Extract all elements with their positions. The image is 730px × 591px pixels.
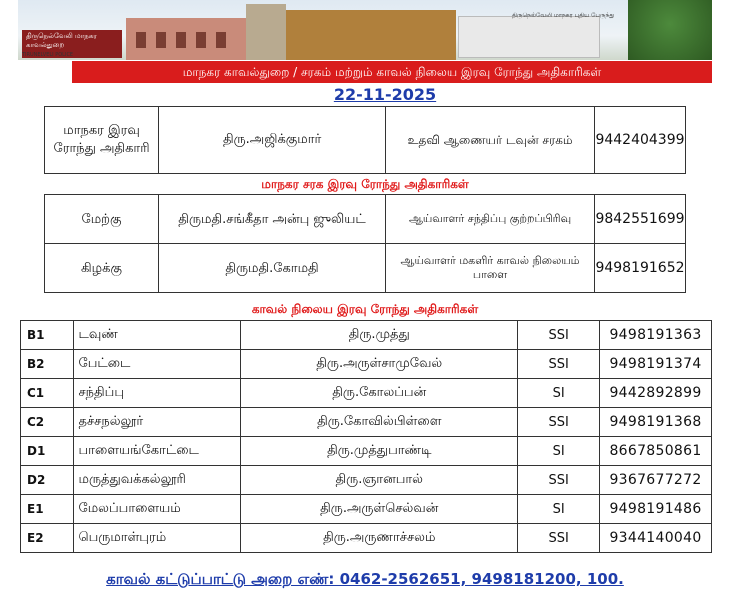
officer-name: திரு.அருள்செல்வன் xyxy=(241,495,518,524)
officer-name: திரு.முத்து xyxy=(241,321,518,350)
header-banner xyxy=(18,0,712,60)
officer-name: திரு.கோலப்பன் xyxy=(241,379,518,408)
station-row xyxy=(21,437,712,466)
range-row xyxy=(45,195,686,244)
zone-cell: கிழக்கு xyxy=(45,244,159,293)
logo-subtext: TIRUNELVELI POLICE xyxy=(22,52,74,58)
officer-rank: SSI xyxy=(518,408,600,437)
control-room-footer: காவல் கட்டுப்பாட்டு அறை எண்: 0462-2562651, 9498181200, 100. xyxy=(106,570,624,588)
bus-stand-image xyxy=(458,16,600,58)
role-cell: மாநகர இரவு ரோந்து அதிகாரி xyxy=(45,107,159,174)
station-row xyxy=(21,466,712,495)
station-row xyxy=(21,379,712,408)
station-row xyxy=(21,321,712,350)
station-area: பெருமாள்புரம் xyxy=(74,524,241,553)
logo-text: திருநெல்வேலி மாநகர காவல்துறை xyxy=(26,32,97,49)
officer-designation: உதவி ஆணையர் டவுன் சரகம் xyxy=(386,107,595,174)
officer-name: திருமதி.கோமதி xyxy=(158,244,385,293)
officer-phone: 9842551699 xyxy=(594,195,685,244)
station-officers-table xyxy=(20,320,712,553)
officer-phone: 9367677272 xyxy=(600,466,712,495)
station-code: E2 xyxy=(21,524,74,553)
officer-designation: ஆய்வாளர் சந்திப்பு குற்றப்பிரிவு xyxy=(386,195,595,244)
station-area: பேட்டை xyxy=(74,350,241,379)
range-row xyxy=(45,244,686,293)
officer-name: திரு.கோவில்பிள்ளை xyxy=(241,408,518,437)
header-title: மாநகர காவல்துறை / சரகம் மற்றும் காவல் நிலைய இரவு ரோந்து அதிகாரிகள் xyxy=(72,61,712,83)
station-area: மேலப்பாளையம் xyxy=(74,495,241,524)
station-code: D2 xyxy=(21,466,74,495)
officer-name: திரு.முத்துபாண்டி xyxy=(241,437,518,466)
officer-name: திருமதி.சங்கீதா அன்பு ஜுலியட் xyxy=(158,195,385,244)
officer-rank: SI xyxy=(518,495,600,524)
station-code: C1 xyxy=(21,379,74,408)
officer-phone: 9498191368 xyxy=(600,408,712,437)
station-section-title: காவல் நிலைய இரவு ரோந்து அதிகாரிகள் xyxy=(251,302,479,316)
tree-image xyxy=(628,0,712,60)
officer-designation: ஆய்வாளர் மகளிர் காவல் நிலையம் பாளை xyxy=(386,244,595,293)
officer-name: திரு.அருள்சாமுவேல் xyxy=(241,350,518,379)
officer-phone: 8667850861 xyxy=(600,437,712,466)
officer-phone: 9442892899 xyxy=(600,379,712,408)
officer-phone: 9344140040 xyxy=(600,524,712,553)
officer-name: திரு.அருணாச்சலம் xyxy=(241,524,518,553)
zone-cell: மேற்கு xyxy=(45,195,159,244)
station-code: C2 xyxy=(21,408,74,437)
range-section-title: மாநகர சரக இரவு ரோந்து அதிகாரிகள் xyxy=(261,177,469,191)
officer-phone: 9498191486 xyxy=(600,495,712,524)
officer-phone: 9498191363 xyxy=(600,321,712,350)
station-area: சந்திப்பு xyxy=(74,379,241,408)
temple-image xyxy=(286,10,456,60)
officer-rank: SSI xyxy=(518,350,600,379)
station-code: E1 xyxy=(21,495,74,524)
officer-phone: 9498191374 xyxy=(600,350,712,379)
station-area: மருத்துவக்கல்லூரி xyxy=(74,466,241,495)
officer-rank: SSI xyxy=(518,466,600,495)
station-area: டவுண் xyxy=(74,321,241,350)
officer-phone: 9498191652 xyxy=(594,244,685,293)
officer-rank: SI xyxy=(518,437,600,466)
station-row xyxy=(21,350,712,379)
station-code: D1 xyxy=(21,437,74,466)
station-area: தச்சநல்லூர் xyxy=(74,408,241,437)
range-officers-table xyxy=(44,194,686,293)
officer-name: திரு.ஞானபால் xyxy=(241,466,518,495)
clock-tower-image xyxy=(246,4,286,60)
station-area: பாளையங்கோட்டை xyxy=(74,437,241,466)
report-date: 22-11-2025 xyxy=(333,85,437,104)
officer-phone: 9442404399 xyxy=(595,107,686,174)
station-code: B2 xyxy=(21,350,74,379)
station-code: B1 xyxy=(21,321,74,350)
officer-rank: SSI xyxy=(518,524,600,553)
officer-rank: SSI xyxy=(518,321,600,350)
station-row xyxy=(21,524,712,553)
building-image xyxy=(126,18,246,60)
city-officer-row xyxy=(45,107,686,174)
city-officer-table xyxy=(44,106,686,174)
officer-rank: SI xyxy=(518,379,600,408)
station-row xyxy=(21,495,712,524)
station-row xyxy=(21,408,712,437)
officer-name: திரு.அஜிக்குமார் xyxy=(159,107,386,174)
bus-stand-label: திருநெல்வேலி மாநகர புதிய பேருந்து xyxy=(512,12,615,19)
